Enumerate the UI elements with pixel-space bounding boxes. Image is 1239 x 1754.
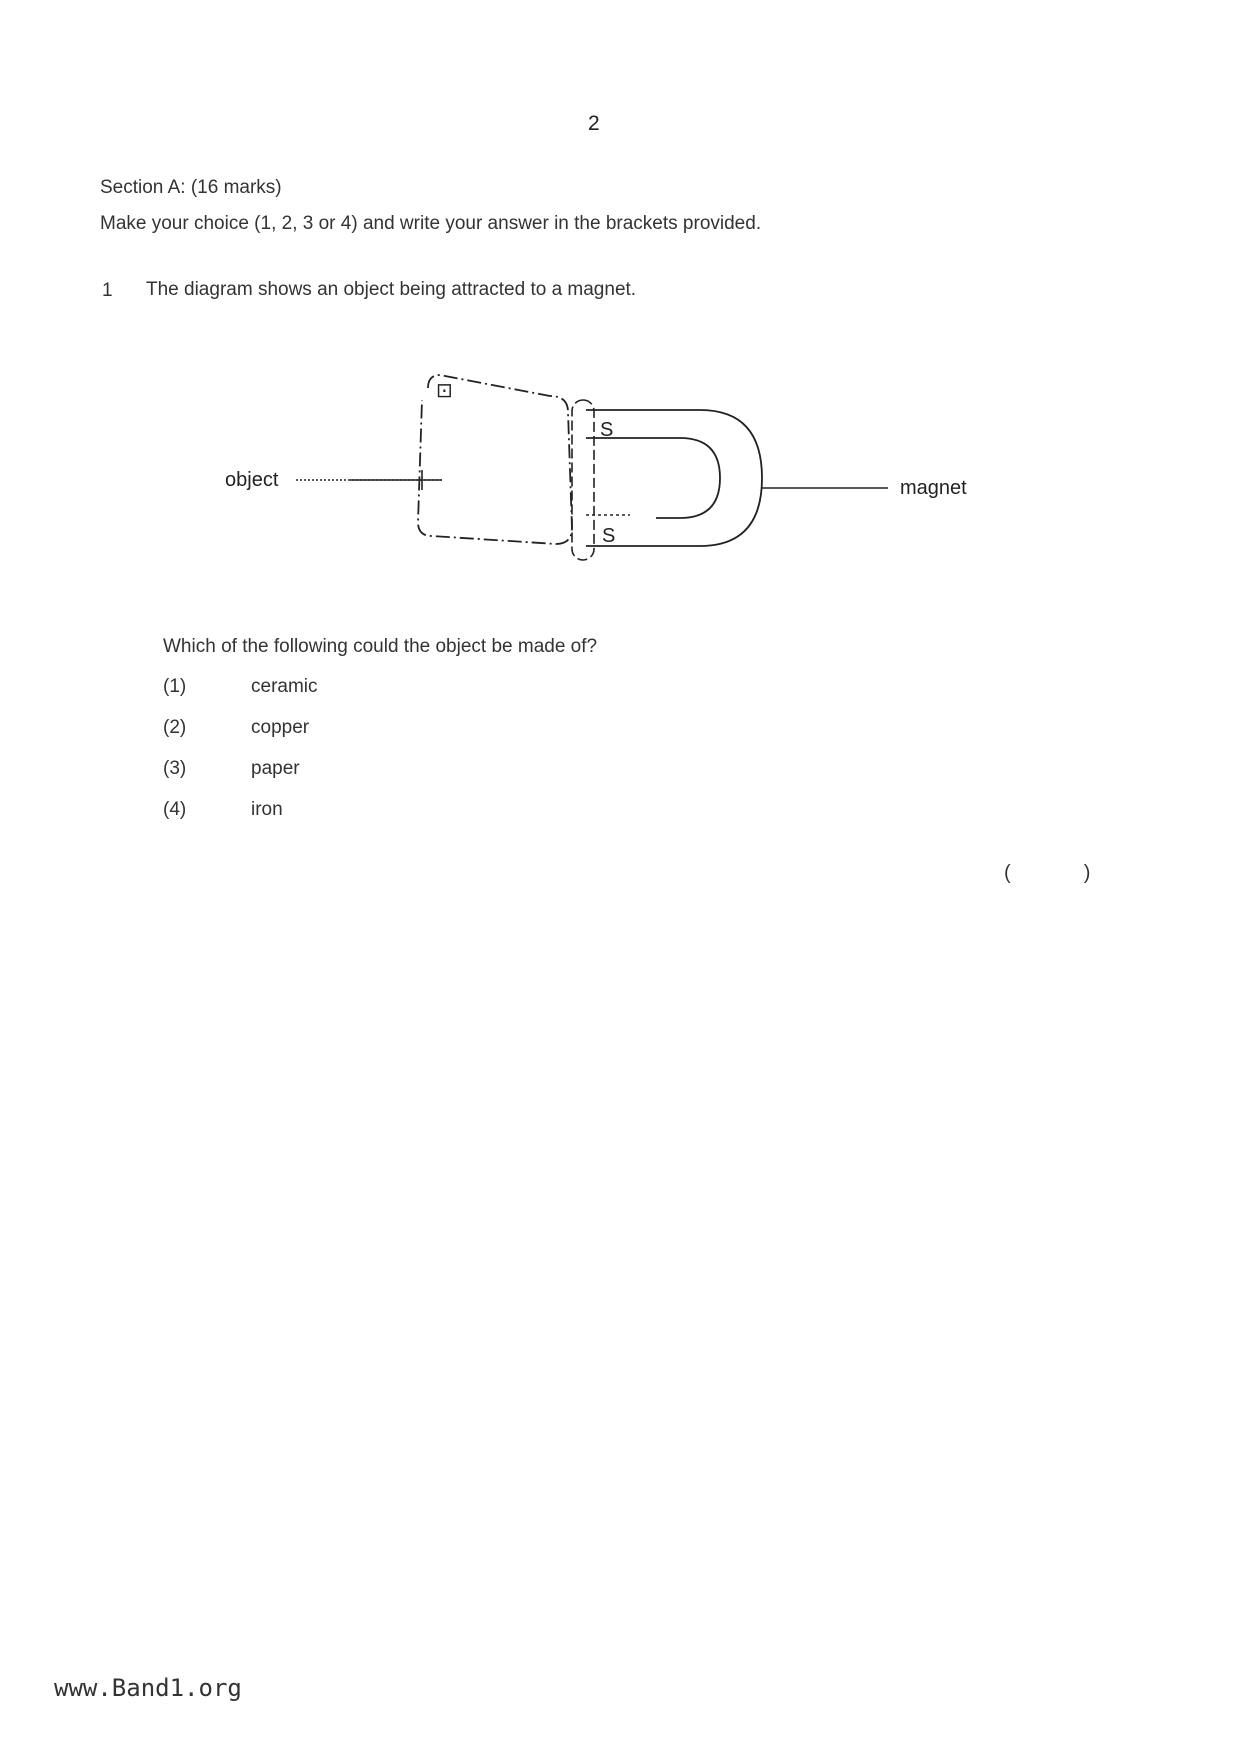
sub-question: Which of the following could the object be made of?	[163, 636, 598, 657]
option-text: copper	[251, 717, 310, 738]
answer-bracket-close: )	[1083, 862, 1091, 884]
option-text: ceramic	[251, 676, 318, 697]
object-mark-top: ⊡	[436, 380, 453, 402]
option-number: (1)	[163, 676, 187, 697]
magnet-pole-bar	[572, 400, 594, 560]
magnet-label: magnet	[900, 477, 967, 499]
instructions: Make your choice (1, 2, 3 or 4) and write your answer in the brackets provided.	[100, 213, 762, 234]
magnet-pole-bottom: S	[602, 525, 616, 547]
magnet-inner-edge	[586, 438, 720, 518]
option-text: iron	[251, 799, 283, 820]
option-number: (3)	[163, 758, 187, 779]
answer-bracket-open: (	[1004, 862, 1011, 884]
option-number: (2)	[163, 717, 187, 738]
answer-brackets[interactable]	[1004, 862, 1090, 885]
option-text: paper	[251, 758, 300, 779]
question-number: 1	[102, 280, 113, 301]
page-number: 2	[588, 112, 600, 135]
section-heading: Section A: (16 marks)	[100, 177, 282, 198]
question-stem: The diagram shows an object being attracted to a magnet.	[146, 279, 637, 300]
object-label: object	[225, 469, 279, 491]
magnet-diagram	[200, 360, 1020, 580]
magnet-pole-top: S	[600, 419, 614, 441]
option-number: (4)	[163, 799, 187, 820]
footer-url: www.Band1.org	[54, 1674, 242, 1702]
